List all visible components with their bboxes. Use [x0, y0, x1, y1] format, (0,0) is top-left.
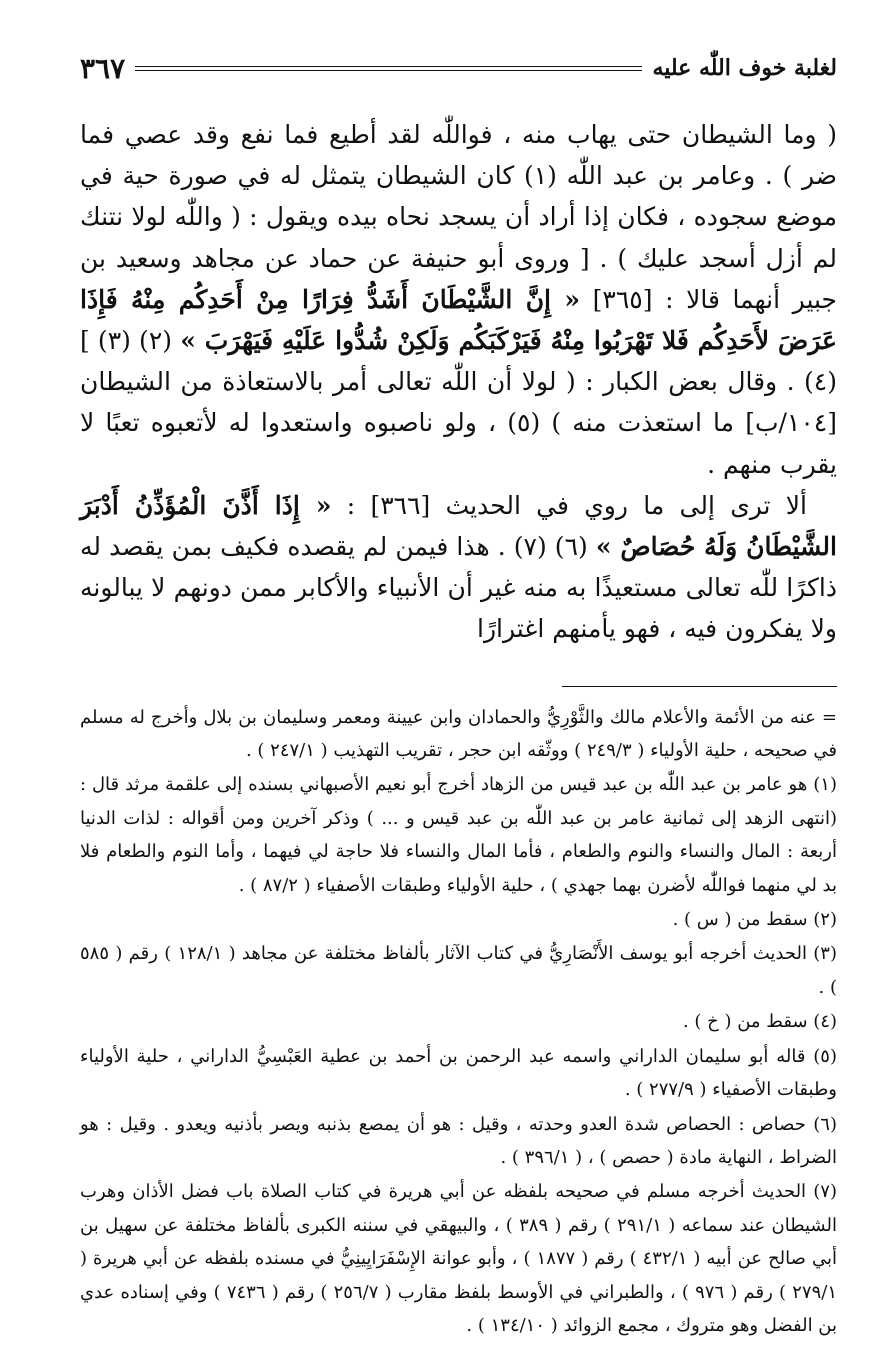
- footnote-4: (٤) سقط من ( خ ) .: [682, 1011, 837, 1033]
- page-header: [80, 48, 837, 88]
- footnote-2: (٢) سقط من ( س ) .: [672, 909, 837, 931]
- footnote-7: (٧) الحديث أخرجه مسلم في صحيحه بلفظه عن أبي هريرة في كتاب الصلاة باب فضل الأذان وهرب الشيطان عند سماعه ( ٢٩١/١ ) رقم ( ٣٨٩ ) ، والبيهقي في سننه الكبرى بألفاظ مختلفة عن سهيل بن أبي صالح عن أبيه ( ٤٣٢/١ ) رقم ( ١٨٧٧ ) ، وأبو عوانة الإِسْفَرَايِينِيُّ في مسنده بلفظه عن أبي هريرة ( ٢٧٩/١ ) رقم ( ٩٧٦ ) ، والطبراني في الأوسط بلفظ مقارب ( ٢٥٦/٧ ) رقم ( ٧٤٣٦ ) وفي إسناده عدي بن الفضل وهو متروك ، مجمع الزوائد ( ١٣٤/١٠ ) .: [80, 1181, 838, 1336]
- page-number: ٣٦٧: [80, 51, 126, 85]
- paragraph-2-tail: (٦) (٧) . هذا فيمن لم يقصده فكيف بمن يقصد له ذاكرًا للّٰه تعالى مستعيذًا به منه غير أن الأنبياء والأكابر ممن دونهم لا يبالونه ولا يفكرون فيه ، فهو يأمنهم اغترارًا: [80, 532, 837, 644]
- running-title: لغلبة خوف اللّٰه عليه: [652, 55, 837, 81]
- footnote-6: (٦) حصاص : الحصاص شدة العدو وحدته ، وقيل : هو أن يمصع بذنبه ويصر بأذنيه ويعدو . وقيل : هو الضراط ، النهاية مادة ( حصص ) ، ( ٣٩٦/١ ) .: [80, 1113, 837, 1168]
- hadith-quote: « إِذَا أَذَّنَ الْمُؤَذِّنُ أَدْبَرَ الشَّيْطَانُ وَلَهُ حُصَاصٌ »: [80, 490, 837, 562]
- header-rule: [135, 66, 642, 71]
- paragraph-1: [80, 114, 837, 485]
- footnote-3: (٣) الحديث أخرجه أبو يوسف الأَنْصَارِيُّ في كتاب الآثار بألفاظ مختلفة عن مجاهد ( ١٢٨/١ ) رقم ( ٥٨٥ ) .: [80, 943, 837, 998]
- footnote-separator: [562, 686, 837, 687]
- paragraph-1-tail: (٢) (٣) ] (٤) . وقال بعض الكبار : ( لولا أن اللّٰه تعالى أمر بالاستعاذة من الشيطان [١٠٤/ب] ما استعذت منه ) (٥) ، ولو ناصبوه واستعدوا له لأتعبوه تعبًا لا يقرب منهم .: [80, 326, 837, 479]
- main-text: [80, 114, 837, 650]
- footnote-continuation: = عنه من الأئمة والأعلام مالك والثَّوْرِيُّ والحمادان وابن عيينة ومعمر وسليمان بن بلال وأخرج له مسلم في صحيحه ، حلية الأولياء ( ٢٤٩/٣ ) ووثّقه ابن حجر ، تقريب التهذيب ( ٢٤٧/١ ) .: [80, 706, 837, 762]
- paragraph-1-text: ( وما الشيطان حتى يهاب منه ، فواللّٰه لقد أطيع فما نفع وقد عصي فما ضر ) . وعامر بن عبد اللّٰه (١) كان الشيطان يتمثل له في صورة حية في موضع سجوده ، فكان إذا أراد أن يسجد نحاه بيده ويقول : ( واللّٰه لولا نتنك لم أزل أسجد عليك ) . [ وروى أبو حنيفة عن حماد عن مجاهد وسعيد بن جبير أنهما قالا : [٣٦٥]: [80, 120, 838, 314]
- paragraph-2: [80, 485, 837, 650]
- paragraph-2-lead: ألا ترى إلى ما روي في الحديث [٣٦٦] :: [346, 490, 807, 520]
- footnote-1: (١) هو عامر بن عبد اللّٰه بن عبد قيس من الزهاد أخرج أبو نعيم الأصبهاني بسنده إلى علقمة مرثد قال : (انتهى الزهد إلى ثمانية عامر بن عبد اللّٰه بن عبد قيس و ... ) وذكر آخرين ومن أقواله : لذات الدنيا أربعة : المال والنساء والنوم والطعام ، فأما المال والنساء فلا حاجة لي فيهما ، وأما النوم والطعام فلا بد لي منهما فواللّٰه لأضرن بهما جهدي ) ، حلية الأولياء وطبقات الأصفياء ( ٨٧/٢ ) .: [80, 774, 837, 896]
- quoted-saying: « إِنَّ الشَّيْطَانَ أَشَدُّ فِرَارًا مِنْ أَحَدِكُم مِنْهُ فَإِذَا عَرَضَ لأَحَدِكُم فَلا تَهْرَبُوا مِنْهُ فَيَرْكَبَكُم وَلَكِنْ شُدُّوا عَلَيْهِ فَيَهْرَبَ »: [80, 284, 837, 356]
- footnotes: [80, 701, 837, 1343]
- footnote-5: (٥) قاله أبو سليمان الداراني واسمه عبد الرحمن بن أحمد بن عطية العَبْسِيُّ الداراني ، حلية الأولياء وطبقات الأصفياء ( ٢٧٧/٩ ) .: [80, 1045, 837, 1101]
- document-page: [80, 48, 837, 1343]
